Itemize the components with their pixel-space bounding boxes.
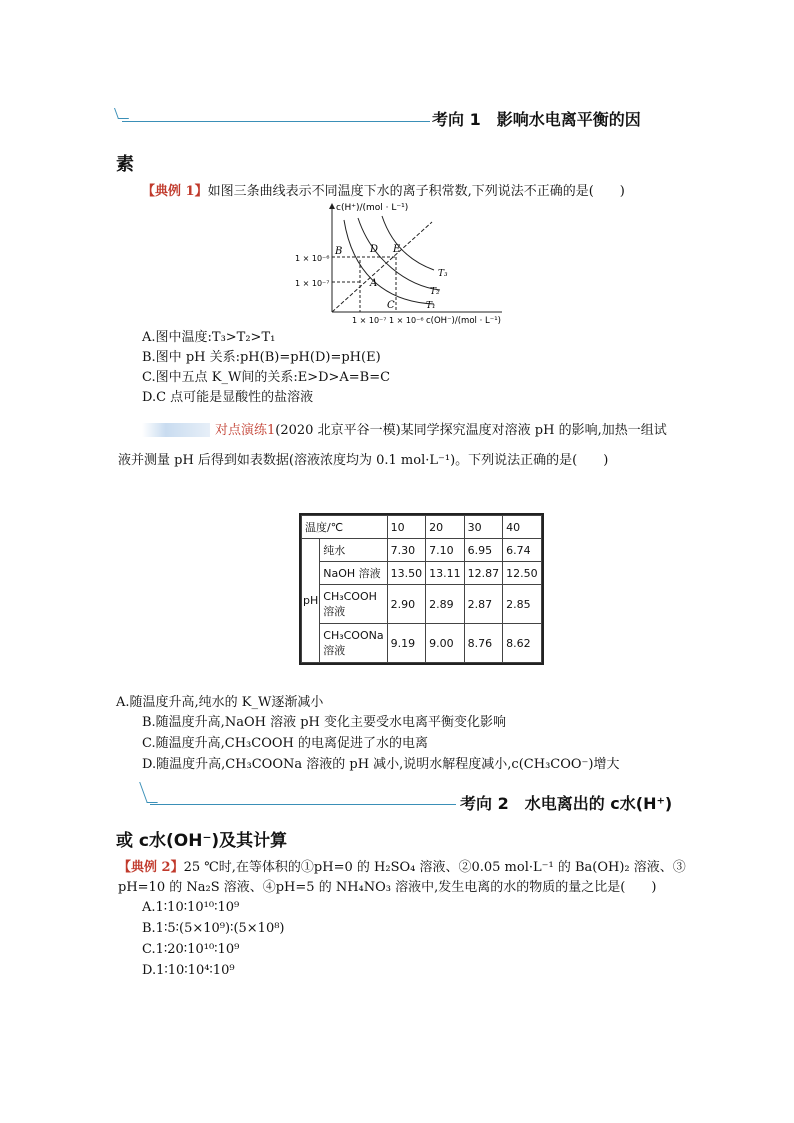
table-header-row (302, 516, 542, 539)
table-row-name: CH₃COONa 溶液 (320, 624, 387, 663)
practice1-line1-text: (2020 北京平谷一模)某同学探究温度对溶液 pH 的影响,加热一组试 (275, 423, 667, 438)
y-tick-high: 1 × 10⁻⁶ (295, 254, 330, 263)
section2-heading-cont: 或 c水(OH⁻)及其计算 (116, 831, 288, 851)
point-e-label: E (393, 244, 401, 255)
example1-question-text: 如图三条曲线表示不同温度下水的离子积常数,下列说法不正确的是( ) (207, 184, 625, 199)
table-cell: 6.95 (464, 539, 503, 562)
table-cell: 2.87 (464, 585, 503, 624)
heading-rule (150, 804, 456, 805)
table-cell: 2.85 (503, 585, 542, 624)
heading-hook (114, 108, 129, 119)
table-cell: 12.87 (464, 562, 503, 585)
example1-option-c: C.图中五点 K_W间的关系:E>D>A=B=C (142, 370, 391, 385)
x-axis-label: c(OH⁻)/(mol · L⁻¹) (426, 316, 501, 326)
table-cell: 2.90 (387, 585, 426, 624)
table-row (302, 539, 542, 562)
example2-line1-text: 25 ℃时,在等体积的①pH=0 的 H₂SO₄ 溶液、②0.05 mol·L⁻¹ 的 Ba(OH)₂ 溶液、③ (183, 860, 686, 875)
section1-heading: 考向 1 影响水电离平衡的因 (432, 110, 641, 129)
example1-option-a: A.图中温度:T₃>T₂>T₁ (142, 330, 276, 345)
heading-rule (122, 121, 430, 122)
point-c-label: C (387, 300, 395, 311)
table-header-cell: 温度/℃ (302, 516, 388, 539)
example2-option-c: C.1∶20∶10¹⁰∶10⁹ (142, 942, 240, 957)
practice1-option-d: D.随温度升高,CH₃COONa 溶液的 pH 减小,说明水解程度减小,c(CH₃COO⁻)增大 (142, 757, 620, 772)
table-cell: 7.30 (387, 539, 426, 562)
table-row-name: 纯水 (320, 539, 387, 562)
practice1-line1 (215, 422, 667, 439)
curve-t3-label: T₃ (438, 269, 448, 279)
example2-line2: pH=10 的 Na₂S 溶液、④pH=5 的 NH₄NO₃ 溶液中,发生电离的水的物质的量之比是( ) (118, 880, 657, 895)
example2-line1 (118, 859, 686, 876)
table-cell: 12.50 (503, 562, 542, 585)
x-axis-ticks: 1 × 10⁻⁷ 1 × 10⁻⁶ (352, 316, 424, 325)
practice1-option-a: A.随温度升高,纯水的 K_W逐渐减小 (116, 695, 324, 710)
example1-question (142, 183, 625, 200)
example1-option-d: D.C 点可能是显酸性的盐溶液 (142, 390, 314, 405)
table-header-cell: 10 (387, 516, 426, 539)
practice1-option-b: B.随温度升高,NaOH 溶液 pH 变化主要受水电离平衡变化影响 (142, 715, 506, 730)
example2-tag: 【典例 2】 (118, 860, 184, 875)
y-axis-label: c(H⁺)/(mol · L⁻¹) (336, 203, 409, 213)
table-row-name: NaOH 溶液 (320, 562, 387, 585)
example1-option-b: B.图中 pH 关系:pH(B)=pH(D)=pH(E) (142, 350, 381, 365)
table-row (302, 624, 542, 663)
table-row (302, 562, 542, 585)
point-a-label: A (370, 278, 378, 289)
data-table-frame (299, 513, 544, 665)
table-row-group: pH (302, 539, 320, 663)
table-cell: 13.11 (426, 562, 465, 585)
example2-option-a: A.1∶10∶10¹⁰∶10⁹ (142, 900, 240, 915)
table-cell: 9.19 (387, 624, 426, 663)
table-header-cell: 40 (503, 516, 542, 539)
table-row (302, 585, 542, 624)
data-table (301, 515, 542, 663)
heading-hook (139, 782, 158, 803)
table-row-name: CH₃COOH 溶液 (320, 585, 387, 624)
table-cell: 2.89 (426, 585, 465, 624)
point-b-label: B (335, 246, 343, 257)
kw-chart (292, 200, 512, 326)
example2-option-b: B.1∶5∶(5×10⁹)∶(5×10⁸) (142, 921, 285, 936)
practice1-tag: 对点演练1 (215, 423, 276, 438)
curve-t2-label: T₂ (430, 287, 440, 297)
table-cell: 6.74 (503, 539, 542, 562)
table-cell: 13.50 (387, 562, 426, 585)
section2-heading: 考向 2 水电离出的 c水(H⁺) (460, 794, 673, 813)
table-header-cell: 30 (464, 516, 503, 539)
table-cell: 9.00 (426, 624, 465, 663)
practice1-line2: 液并测量 pH 后得到如表数据(溶液浓度均为 0.1 mol·L⁻¹)。下列说法正确的是( ) (118, 453, 609, 468)
table-cell: 7.10 (426, 539, 465, 562)
section1-heading-cont: 素 (116, 154, 134, 175)
y-tick-low: 1 × 10⁻⁷ (295, 279, 330, 288)
practice1-option-c: C.随温度升高,CH₃COOH 的电离促进了水的电离 (142, 736, 428, 751)
practice-banner (142, 423, 210, 437)
table-cell: 8.76 (464, 624, 503, 663)
example1-tag: 【典例 1】 (142, 184, 208, 199)
table-header-cell: 20 (426, 516, 465, 539)
point-d-label: D (370, 244, 379, 255)
example2-option-d: D.1∶10∶10⁴∶10⁹ (142, 963, 235, 978)
table-cell: 8.62 (503, 624, 542, 663)
curve-t1-label: T₁ (426, 301, 436, 311)
